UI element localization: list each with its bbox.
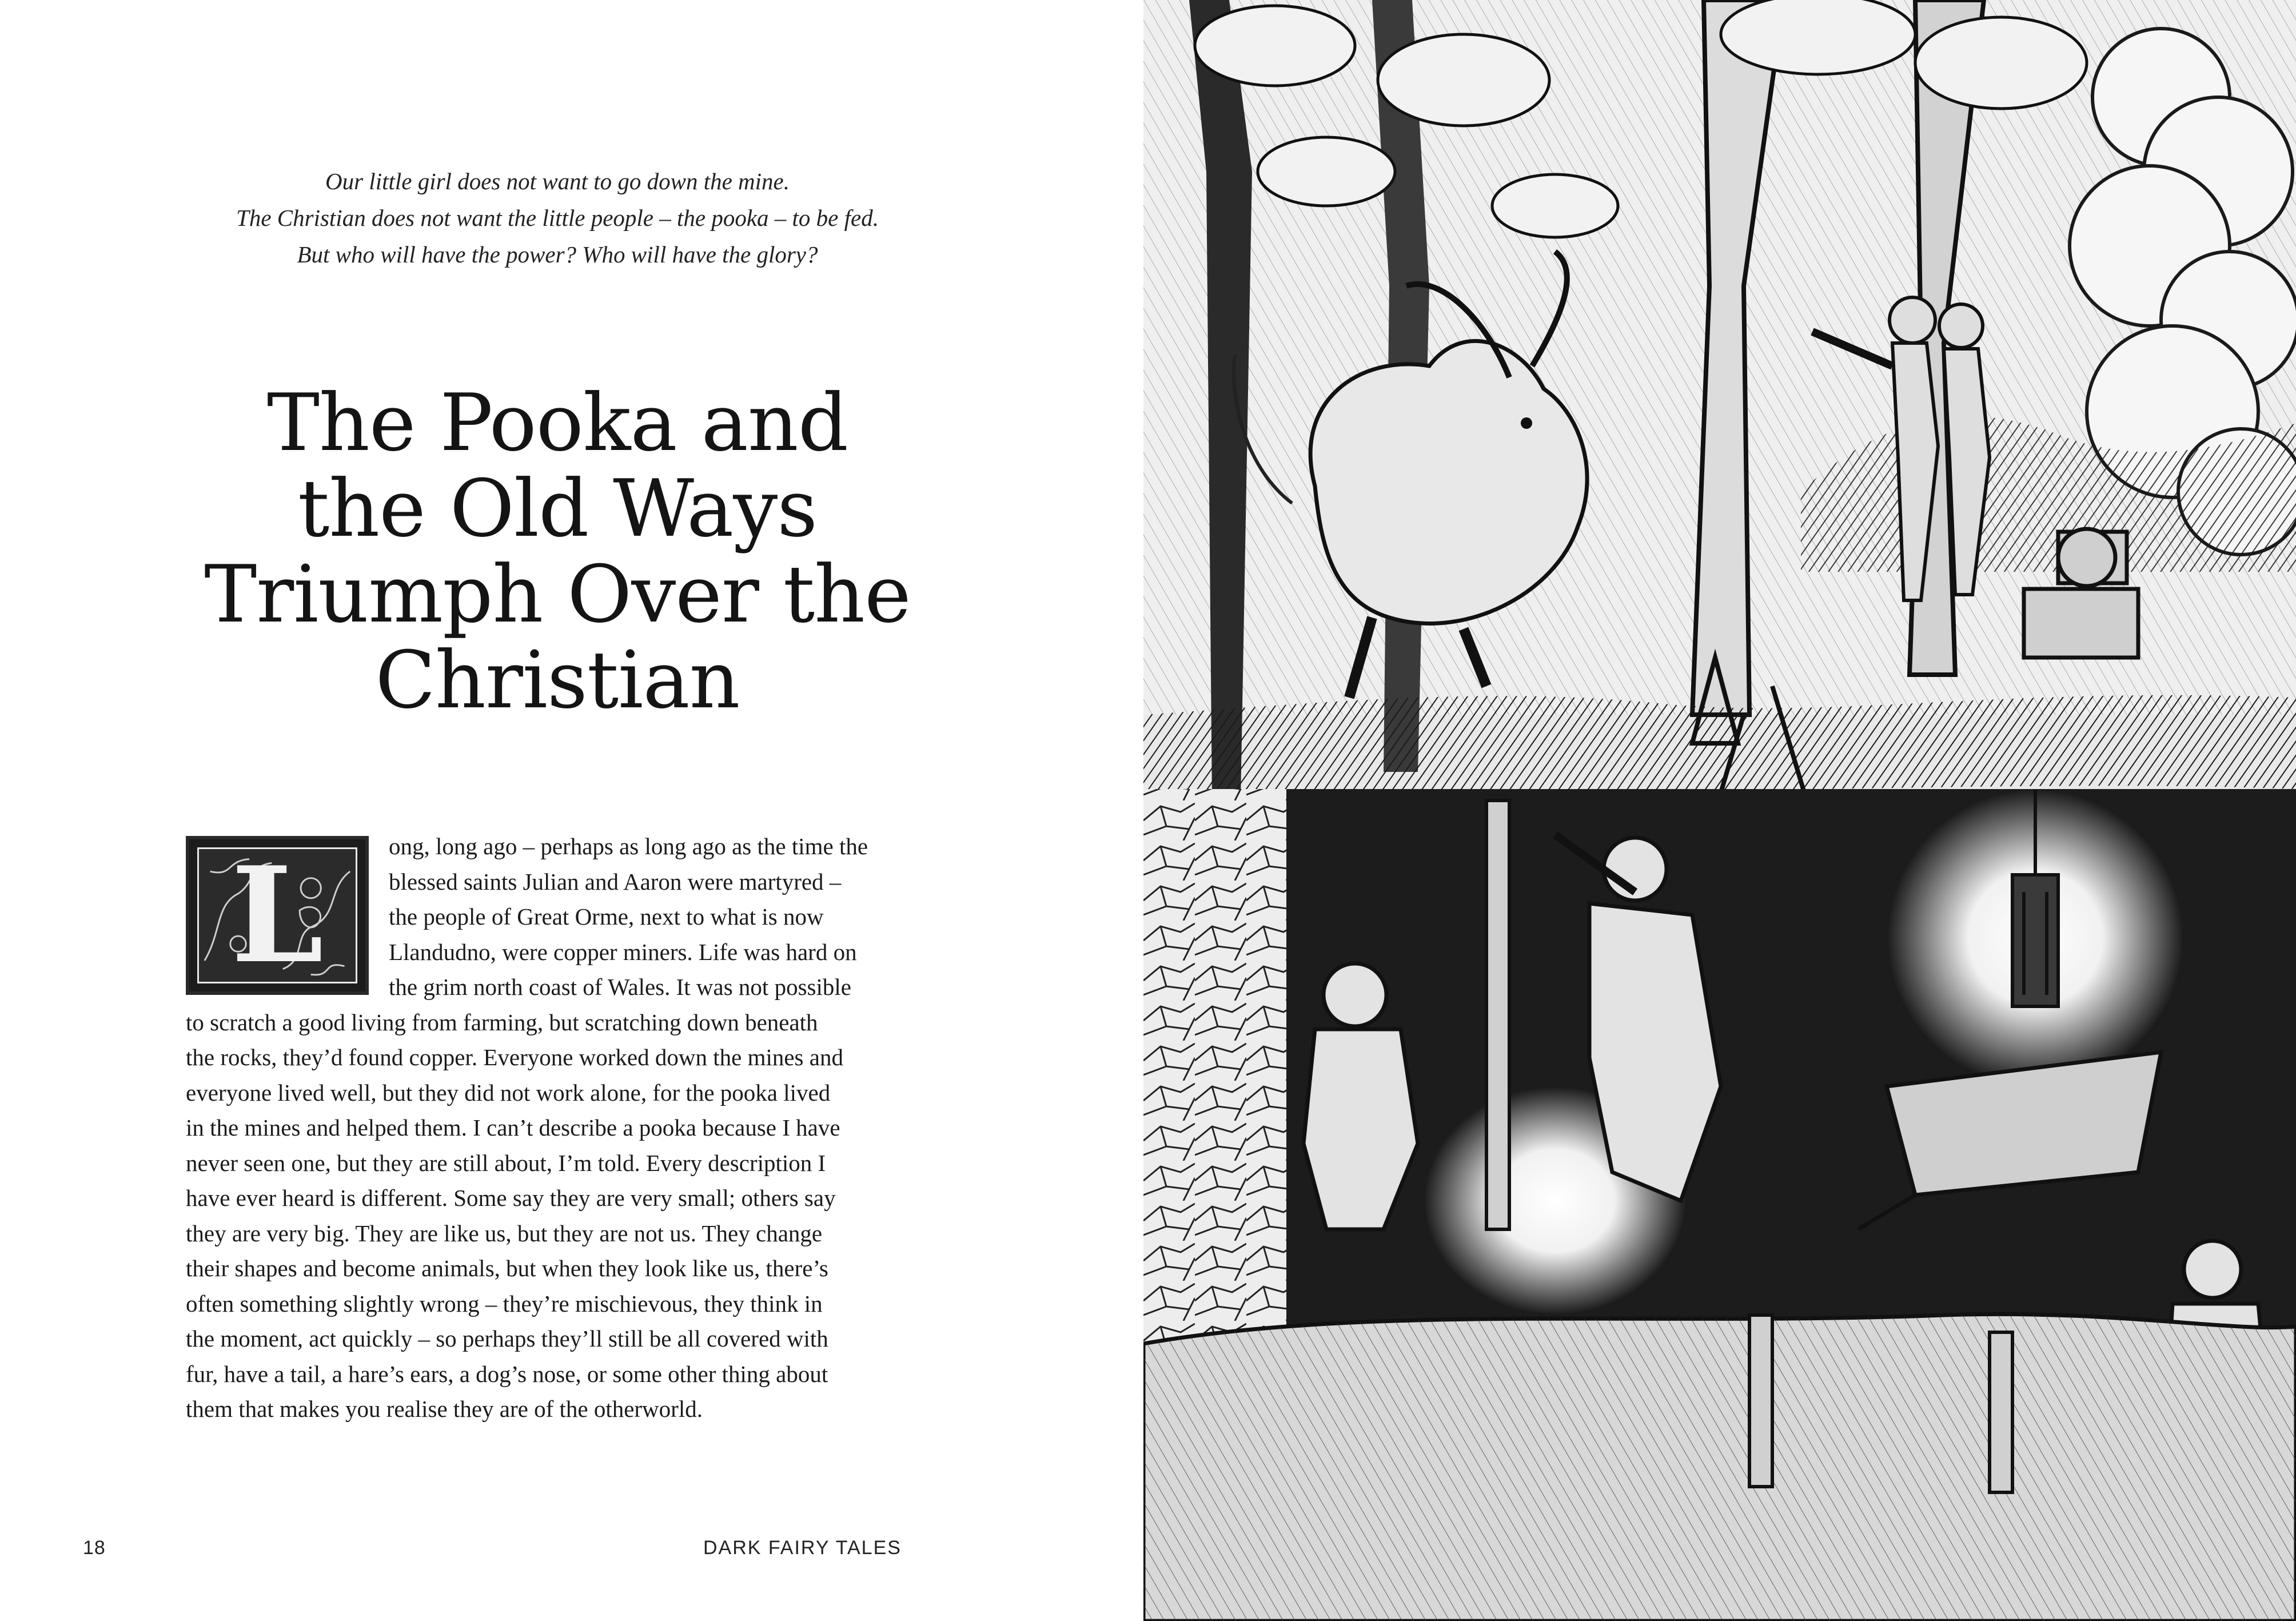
body-line: their shapes and become animals, but when they look like us, there’s xyxy=(186,1255,828,1281)
body-line: blessed saints Julian and Aaron were martyred – xyxy=(389,868,842,895)
body-line: they are very big. They are like us, but they are not us. They change xyxy=(186,1220,823,1246)
body-line: fur, have a tail, a hare’s ears, a dog’s nose, or some other thing about xyxy=(186,1360,828,1387)
body-line: to scratch a good living from farming, but scratching down beneath xyxy=(186,1009,818,1035)
title-line: Christian xyxy=(375,634,740,726)
body-line: in the mines and helped them. I can’t describe a pooka because I have xyxy=(186,1114,840,1141)
body-line: everyone lived well, but they did not work alone, for the pooka lived xyxy=(186,1079,831,1106)
body-line: have ever heard is different. Some say they are very small; others say xyxy=(186,1185,836,1211)
body-line: the moment, act quickly – so perhaps they’ll still be all covered with xyxy=(186,1325,828,1352)
chapter-title xyxy=(114,377,1000,726)
mine-illustration xyxy=(1143,0,2296,1621)
page-number: 18 xyxy=(83,1537,106,1559)
body-line: the rocks, they’d found copper. Everyone worked down the mines and xyxy=(186,1044,843,1070)
body-line: them that makes you realise they are of the otherworld. xyxy=(186,1396,703,1422)
body-line: Llandudno, were copper miners. Life was hard on xyxy=(389,938,857,965)
title-line: the Old Ways xyxy=(297,463,818,555)
body-line: the people of Great Orme, next to what is now xyxy=(389,903,824,930)
illustration-page xyxy=(1143,0,2296,1621)
epigraph-line: Our little girl does not want to go down the mine. xyxy=(325,168,790,194)
epigraph-line: But who will have the power? Who will have the glory? xyxy=(297,241,818,268)
epigraph xyxy=(114,163,1000,273)
body-line: often something slightly wrong – they’re mischievous, they think in xyxy=(186,1290,823,1317)
drop-cap-letter: L xyxy=(231,847,324,983)
title-line: The Pooka and xyxy=(266,377,848,469)
body-text xyxy=(186,829,929,1427)
body-line: never seen one, but they are still about, I’m told. Every description I xyxy=(186,1149,826,1176)
body-line: the grim north coast of Wales. It was not possible xyxy=(389,974,851,1000)
running-head: DARK FAIRY TALES xyxy=(703,1537,902,1559)
title-line: Triumph Over the xyxy=(204,548,911,640)
epigraph-line: The Christian does not want the little people – the pooka – to be fed. xyxy=(236,205,879,231)
body-line: ong, long ago – perhaps as long ago as the time the xyxy=(389,833,868,859)
left-page xyxy=(0,0,1143,1621)
